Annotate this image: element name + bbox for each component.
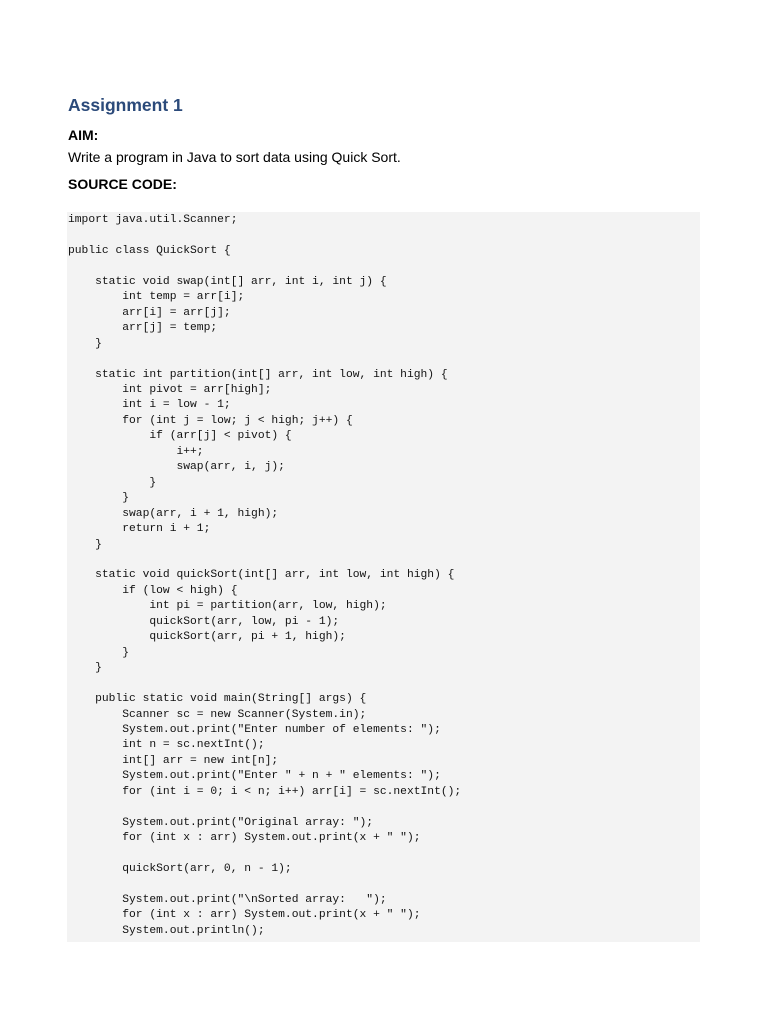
code-line: System.out.print("Original array: "); bbox=[68, 816, 374, 829]
code-listing bbox=[68, 213, 461, 939]
code-line: } bbox=[68, 538, 102, 551]
code-line: static void swap(int[] arr, int i, int j) { bbox=[68, 275, 387, 288]
code-line: quickSort(arr, 0, n - 1); bbox=[68, 863, 292, 876]
code-line: System.out.println(); bbox=[68, 924, 265, 937]
code-line: quickSort(arr, pi + 1, high); bbox=[68, 631, 346, 644]
code-line: import java.util.Scanner; bbox=[68, 214, 238, 226]
page-title: Assignment 1 bbox=[68, 95, 183, 115]
code-line: System.out.print("Enter " + n + " elements: "); bbox=[68, 770, 441, 783]
code-line: return i + 1; bbox=[68, 523, 211, 536]
code-line: for (int j = low; j < high; j++) { bbox=[68, 414, 353, 427]
code-line: } bbox=[68, 476, 157, 489]
code-line: for (int x : arr) System.out.print(x + " "); bbox=[68, 909, 421, 922]
code-line: swap(arr, i + 1, high); bbox=[68, 507, 279, 520]
code-line: } bbox=[68, 662, 102, 675]
code-line: } bbox=[68, 646, 130, 659]
code-line: System.out.print("\nSorted array: "); bbox=[68, 893, 387, 906]
code-line: if (arr[j] < pivot) { bbox=[68, 430, 292, 443]
code-line: int i = low - 1; bbox=[68, 399, 231, 412]
code-line: if (low < high) { bbox=[68, 584, 238, 597]
code-line: i++; bbox=[68, 445, 204, 458]
code-line: int temp = arr[i]; bbox=[68, 291, 245, 304]
code-line: int[] arr = new int[n]; bbox=[68, 754, 279, 767]
code-block bbox=[67, 212, 700, 942]
code-line: int n = sc.nextInt(); bbox=[68, 739, 265, 752]
code-line: for (int x : arr) System.out.print(x + " "); bbox=[68, 832, 421, 845]
code-line: swap(arr, i, j); bbox=[68, 461, 285, 474]
code-line: System.out.print("Enter number of elements: "); bbox=[68, 723, 441, 736]
code-line: int pi = partition(arr, low, high); bbox=[68, 600, 387, 613]
code-line: public class QuickSort { bbox=[68, 244, 231, 257]
code-line: for (int i = 0; i < n; i++) arr[i] = sc.nextInt(); bbox=[68, 785, 462, 798]
code-line: static void quickSort(int[] arr, int low, int high) { bbox=[68, 569, 455, 582]
aim-heading: AIM: bbox=[68, 127, 99, 143]
aim-text: Write a program in Java to sort data using Quick Sort. bbox=[68, 149, 401, 165]
code-line: arr[j] = temp; bbox=[68, 322, 218, 335]
code-line: } bbox=[68, 337, 102, 350]
source-code-heading: SOURCE CODE: bbox=[68, 176, 177, 192]
code-line: quickSort(arr, low, pi - 1); bbox=[68, 615, 340, 628]
code-line: } bbox=[68, 492, 130, 505]
code-line: int pivot = arr[high]; bbox=[68, 383, 272, 396]
code-line: static int partition(int[] arr, int low, int high) { bbox=[68, 368, 448, 381]
code-line: public static void main(String[] args) { bbox=[68, 693, 367, 706]
code-line: Scanner sc = new Scanner(System.in); bbox=[68, 708, 367, 721]
code-line: arr[i] = arr[j]; bbox=[68, 306, 231, 319]
